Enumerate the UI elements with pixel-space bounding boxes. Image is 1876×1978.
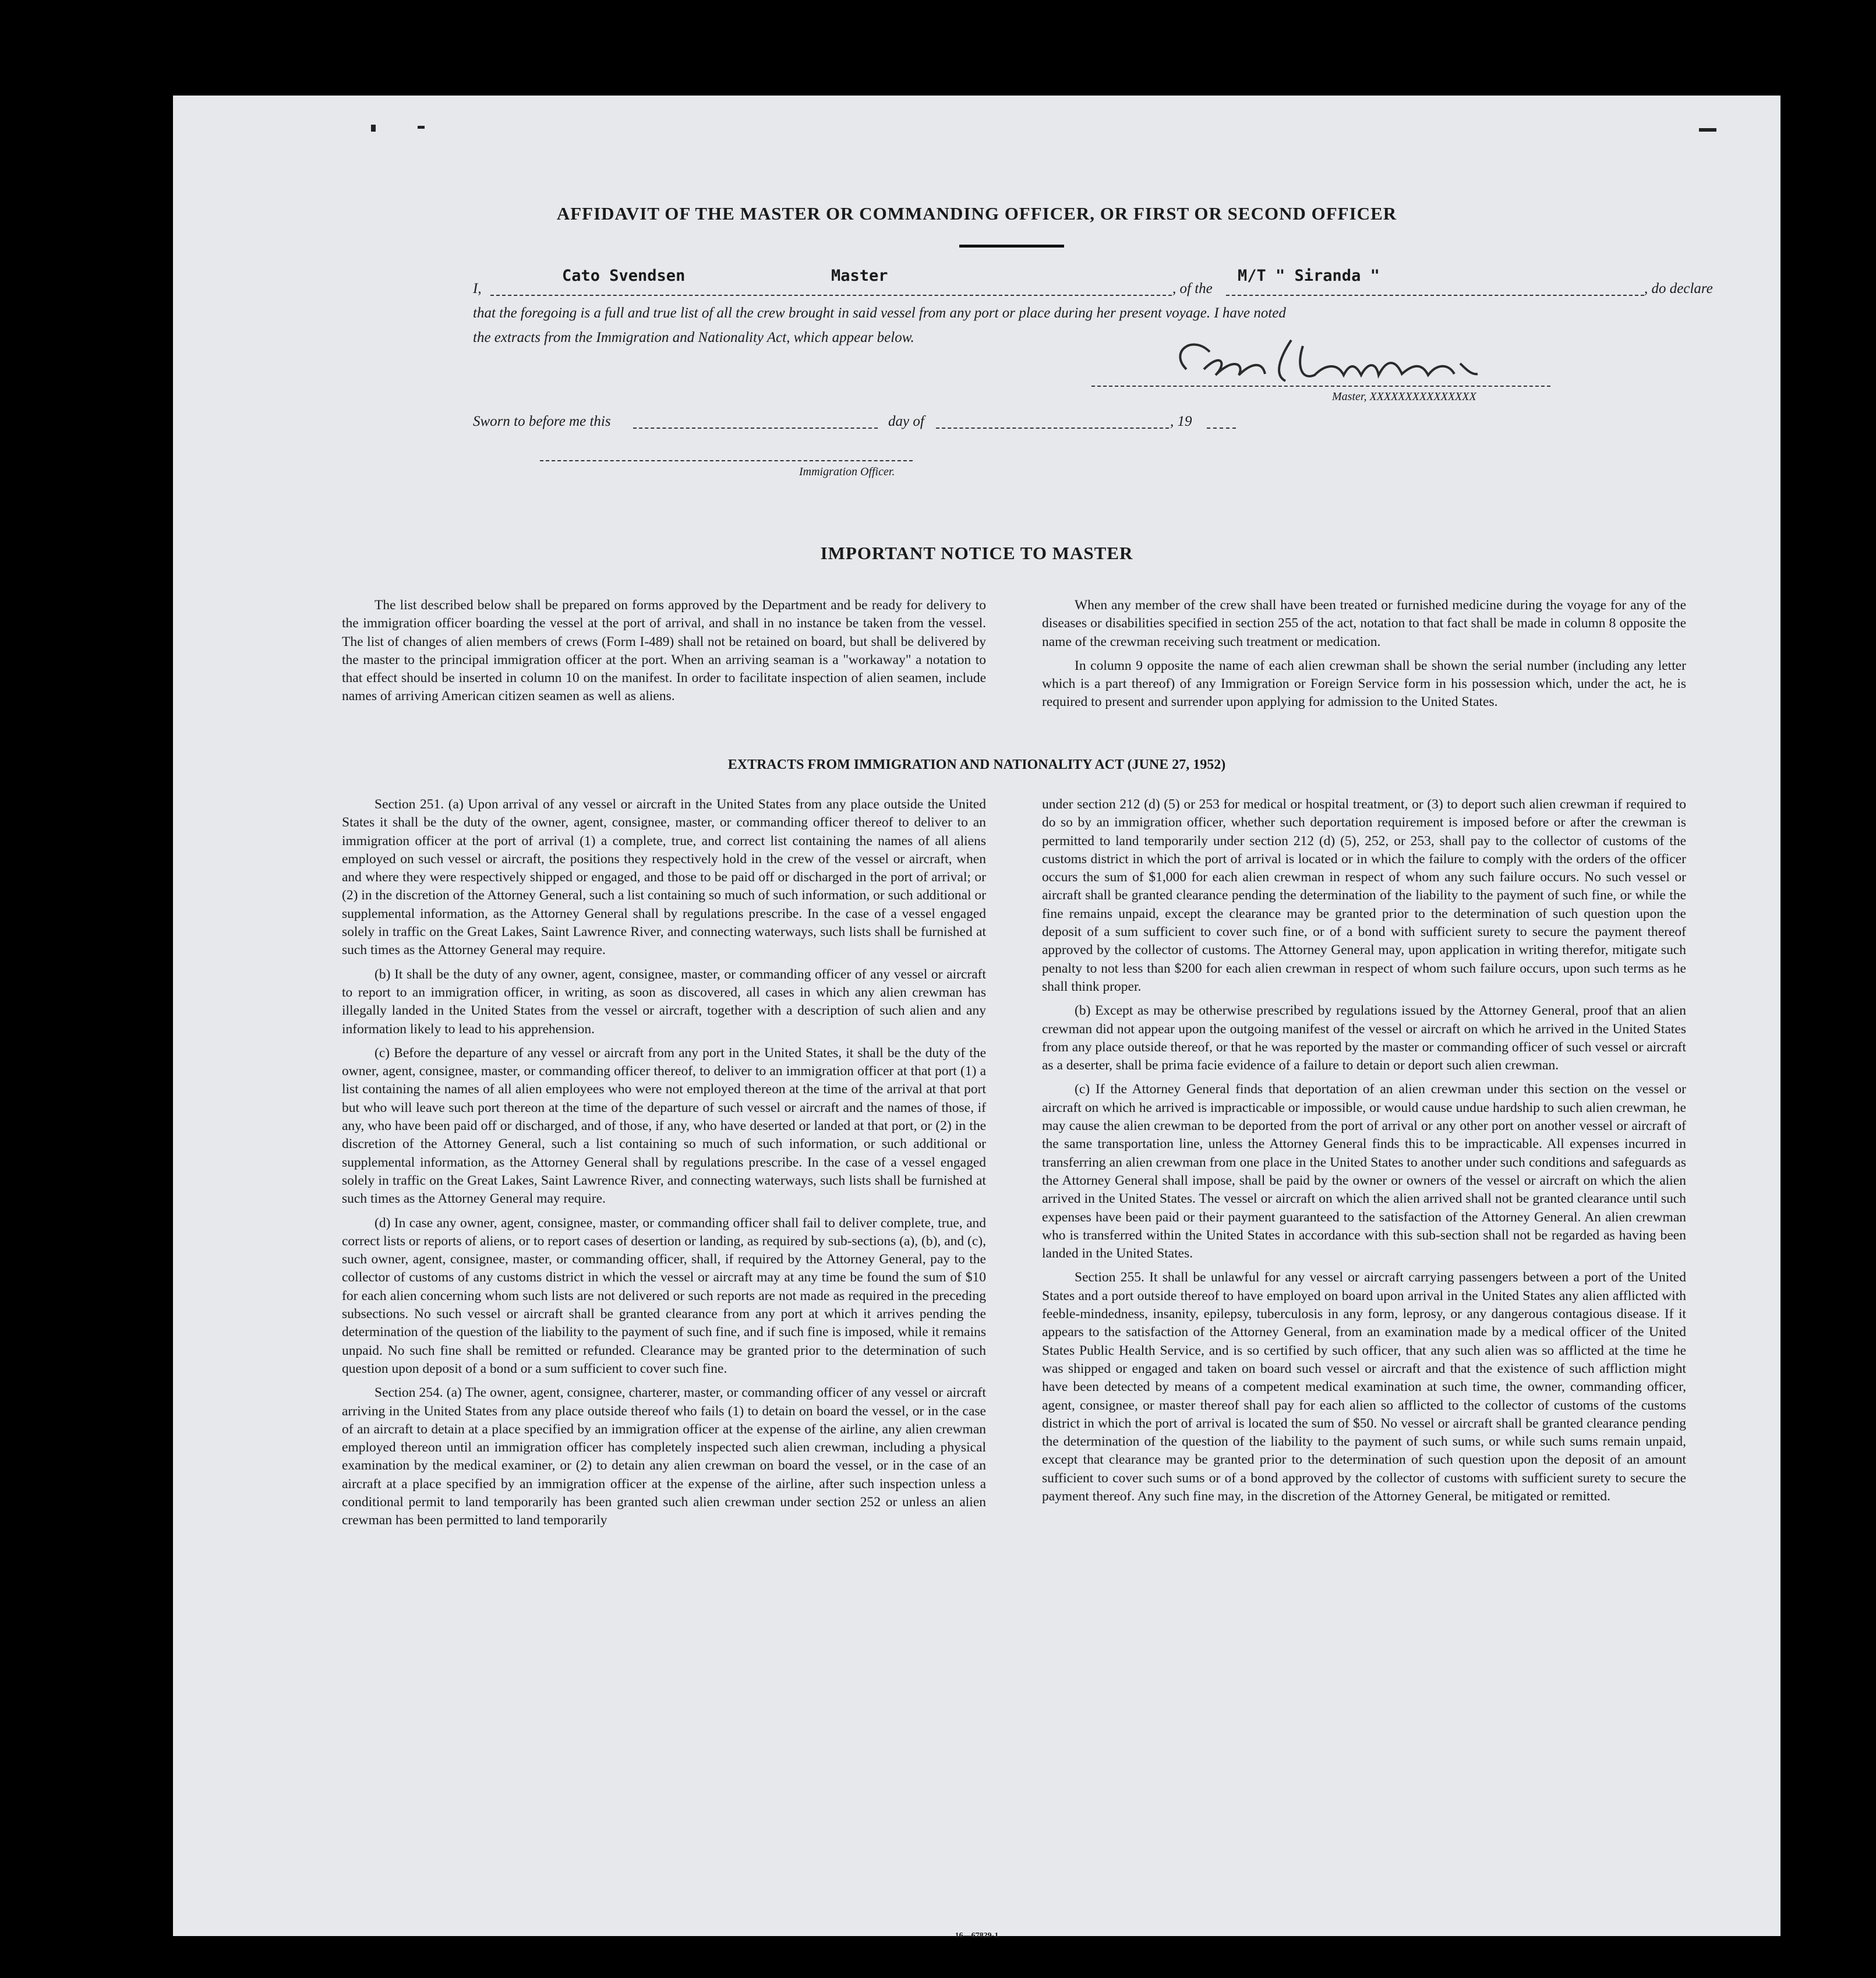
master-name: Cato Svendsen <box>562 267 686 285</box>
year-label: , 19 <box>1170 414 1192 429</box>
section-251-b: (b) It shall be the duty of any owner, agent, consignee, master, or commanding officer of any vessel or aircraft to report to an immigration officer, in writing, as soon as discovered, all cases in which any alien crewman has illegally landed in the United States from the vessel or aircraft, together with a description of such alien and any information likely to lead to his apprehension. <box>342 966 986 1037</box>
section-251-c: (c) Before the departure of any vessel or aircraft from any port in the United States, it shall be the duty of the owner, agent, consignee, master, or commanding officer thereof, to deliver to an immigration officer at that port (1) a list containing the names of all alien employees who were not employed thereon at the time of the arrival at that port but who will leave such port thereon at the time of the departure of such vessel or aircraft and the names of those, if any, who have been paid off or discharged, and of those, if any, who have deserted or landed at that port, or (2) in the discretion of the Attorney General, such a list containing so much of such information, or such additional or supplemental information, as the Attorney General shall by regulations prescribe. In the case of a vessel engaged solely in traffic on the Great Lakes, Saint Lawrence River, and connecting waterways, such lists shall be furnished at such times as the Attorney General may require. <box>342 1045 986 1207</box>
binder-hole <box>1782 1304 1814 1336</box>
section-254-c: (c) If the Attorney General finds that deportation of an alien crewman under this section on the vessel or aircraft on which he arrived is impracticable or impossible, or would cause undue hardship to such alien crewman, he may cause the alien crewman to be deported from the port of arrival or any other port on another vessel or aircraft of the same transportation line, unless the Attorney General finds this to be impracticable. All expenses incurred in transferring an alien crewman from one place in the United States to another under such conditions and safeguards as the Attorney General shall impose, shall be paid by the owner or owners of the vessel or aircraft on which the alien arrived in the United States. The vessel or aircraft on which the alien arrived shall not be granted clearance until such expenses have been paid or their payment guaranteed to the satisfaction of the Attorney General. An alien crewman who is transferred within the United States in accordance with this sub-section shall not be regarded as having been landed in the United States. <box>1042 1082 1686 1262</box>
signature-line <box>1091 386 1550 387</box>
declaration-line-2: the extracts from the Immigration and Nationality Act, which appear below. <box>473 330 914 345</box>
binder-hole <box>1782 287 1814 319</box>
vessel-line <box>1226 295 1644 296</box>
sworn-year-line <box>1207 428 1236 429</box>
declaration-line-1: that the foregoing is a full and true list of all the crew brought in said vessel from any port or place during her present voyage. I have noted <box>473 305 1286 321</box>
notice-right-column <box>1042 596 1686 718</box>
signature-caption: Master, XXXXXXXXXXXXXXX <box>1332 390 1476 403</box>
handwritten-signature <box>1163 329 1489 398</box>
section-255: Section 255. It shall be unlawful for any vessel or aircraft carrying passengers between a port of the United States and a port outside thereof to have employed on board upon arrival in the United States any alien afflicted with feeble-mindedness, insanity, epilepsy, tuberculosis in any form, leprosy, or any dangerous contagious disease. If it appears to the satisfaction of the Attorney General, from an examination made by a medical officer of the United States Public Health Service, and is so certified by such officer, that any such alien was so afflicted at the time he was shipped or engaged and taken on board such vessel or aircraft and that the existence of such affliction might have been detected by means of a competent medical examination at such time, the owner, commanding officer, agent, consignee, or master thereof shall pay for each alien so afflicted to the collector of customs of the customs district in which the port of arrival is located the sum of $50. No vessel or aircraft shall be granted clearance pending the determination of the question of the liability to the payment of such sums, or while such sums remain unpaid, except that clearance may be granted prior to the determination of such question upon the deposit of an amount sufficient to cover such sums or of a bond approved by the collector of customs with sufficient surety to secure the payment thereof. Any such fine may, in the discretion of the Attorney General, be mitigated or remitted. <box>1042 1270 1686 1504</box>
extracts-title: EXTRACTS FROM IMMIGRATION AND NATIONALITY ACT (JUNE 27, 1952) <box>727 757 1226 772</box>
scan-mark <box>371 125 376 132</box>
section-254-a: Section 254. (a) The owner, agent, consignee, charterer, master, or commanding officer of any vessel or aircraft arriving in the United States from any place outside thereof who fails (1) to detain on board the vessel, or in the case of an aircraft to detain at a place specified by an immigration officer at the expense of the airline, any alien crewman employed thereon until an immigration officer has completely inspected such alien crewman, including a physical examination by the medical examiner, or (2) to detain any alien crewman on board the vessel, or in the case of an aircraft at a place specified by an immigration officer at the expense of the airline, after such inspection unless a conditional permit to land temporarily has been granted such alien crewman under section 252 or unless an alien crewman has been permitted to land temporarily <box>342 1385 986 1528</box>
notice-left-column <box>342 596 986 712</box>
sworn-day-line <box>633 428 878 429</box>
do-declare-label: , do declare <box>1644 281 1713 296</box>
binder-hole <box>1782 1695 1814 1728</box>
form-code: 16—67829-1 <box>955 1931 999 1940</box>
binder-hole <box>1782 381 1814 414</box>
extracts-left-column <box>342 796 986 1536</box>
notice-paragraph: The list described below shall be prepared on forms approved by the Department and be ready for delivery to the immigration officer boarding the vessel at the port of arrival, and shall in no instance be taken from the vessel. The list of changes of alien members of crews (Form I-489) shall not be retained on board, but shall be delivered by the master to the principal immigration officer at the port. When an arriving seaman is a "workaway" a notation to that effect should be inserted in column 10 on the manifest. In order to facilitate inspection of alien seamen, include names of arriving American citizen seamen as well as aliens. <box>342 598 986 704</box>
notice-title: IMPORTANT NOTICE TO MASTER <box>820 543 1133 563</box>
i-label: I, <box>473 281 482 296</box>
binder-hole <box>1782 1397 1814 1429</box>
document-page <box>173 96 1780 1940</box>
section-251-d: (d) In case any owner, agent, consignee, master, or commanding officer shall fail to deliver complete, true, and correct lists or reports of aliens, or to report cases of desertion or landing, as required by sub-sections (a), (b), and (c), such owner, agent, consignee, master, or commanding officer, shall, if required by the Attorney General, pay to the collector of customs of any customs district in which the vessel or aircraft may at any time be found the sum of $10 for each alien concerning whom such lists are not delivered or such reports are not made as required in the preceding subsections. No such vessel or aircraft shall be granted clearance from any port at which it arrives pending the determination of the question of the liability to the payment of such fine, and if such fine is imposed, while it remains unpaid. No such fine shall be remitted or refunded. Clearance may be granted prior to the determination of such question upon deposit of a bond or a sum sufficient to cover such fine. <box>342 1215 986 1376</box>
extracts-right-column <box>1042 796 1686 1511</box>
officer-signature-line <box>540 460 913 461</box>
affidavit-title: AFFIDAVIT OF THE MASTER OR COMMANDING OFFICER, OR FIRST OR SECOND OFFICER <box>556 203 1397 224</box>
sworn-month-line <box>936 428 1169 429</box>
sworn-label: Sworn to before me this <box>473 414 611 429</box>
binder-hole <box>1782 680 1814 713</box>
day-of-label: day of <box>888 414 924 429</box>
scan-mark <box>1699 128 1716 132</box>
binder-hole <box>1782 1778 1814 1810</box>
binder-hole <box>1782 763 1814 796</box>
name-line <box>490 295 1172 296</box>
master-rank: Master <box>831 267 888 285</box>
of-the-label: , of the <box>1172 281 1213 296</box>
officer-caption: Immigration Officer. <box>799 465 895 478</box>
notice-paragraph: When any member of the crew shall have been treated or furnished medicine during the voyage for any of the diseases or disabilities specified in section 255 of the act, notation to that fact shall be made in column 8 opposite the name of the crewman receiving such treatment or medication. <box>1042 598 1686 649</box>
notice-paragraph: In column 9 opposite the name of each alien crewman shall be shown the serial number (including any letter which is a part thereof) of any Immigration or Foreign Service form in his possession which, under the act, he is required to present and surrender upon applying for admission to the United States. <box>1042 658 1686 710</box>
scan-mark <box>418 126 425 129</box>
vessel-name: M/T " Siranda " <box>1238 267 1380 285</box>
section-254-b: (b) Except as may be otherwise prescribed by regulations issued by the Attorney General, proof that an alien crewman did not appear upon the outgoing manifest of the vessel or aircraft on which he arrived in the United States from any place outside thereof, or that he was reported by the master or commanding officer of such vessel or aircraft as a deserter, shall be prima facie evidence of a failure to detain or deport such alien crewman. <box>1042 1003 1686 1073</box>
section-254-a-continued: under section 212 (d) (5) or 253 for medical or hospital treatment, or (3) to deport such alien crewman if required to do so by an immigration officer, whether such deportation requirement is imposed before or after the crewman is permitted to land temporarily under section 212 (d) (5), 252, or 253, shall pay to the collector of customs of the customs district in which the port of arrival is located or in which the failure to comply with the orders of the officer occurs the sum of $1,000 for each alien crewman in respect of whom any such failure occurs. No such vessel or aircraft shall be granted clearance pending the determination of the liability to the payment of such fine, or while the fine remains unpaid, except the clearance may be granted prior to the determination of such question upon the deposit of a sum sufficient to cover such fine, or of a bond with sufficient surety to secure the payment thereof approved by the collector of customs. The Attorney General may, upon application in writing therefor, mitigate such penalty to not less than $200 for each alien crewman in respect of whom such failure occurs, upon such terms as he shall think proper. <box>1042 797 1686 994</box>
title-rule <box>959 245 1064 248</box>
section-251-a: Section 251. (a) Upon arrival of any vessel or aircraft in the United States from any place outside the United States it shall be the duty of the owner, agent, consignee, master, or commanding officer thereof to deliver to an immigration officer at the port of arrival (1) a complete, true, and correct list containing the names of all aliens employed on such vessel or aircraft, the positions they respectively hold in the crew of the vessel or aircraft, when and where they were respectively shipped or engaged, and those to be paid off or discharged in the port of arrival; or (2) in the discretion of the Attorney General, such a list containing so much of such information, or such additional or supplemental information, as the Attorney General shall by regulations prescribe. In the case of a vessel engaged solely in traffic on the Great Lakes, Saint Lawrence River, and connecting waterways, such lists shall be furnished at such times as the Attorney General may require. <box>342 797 986 958</box>
